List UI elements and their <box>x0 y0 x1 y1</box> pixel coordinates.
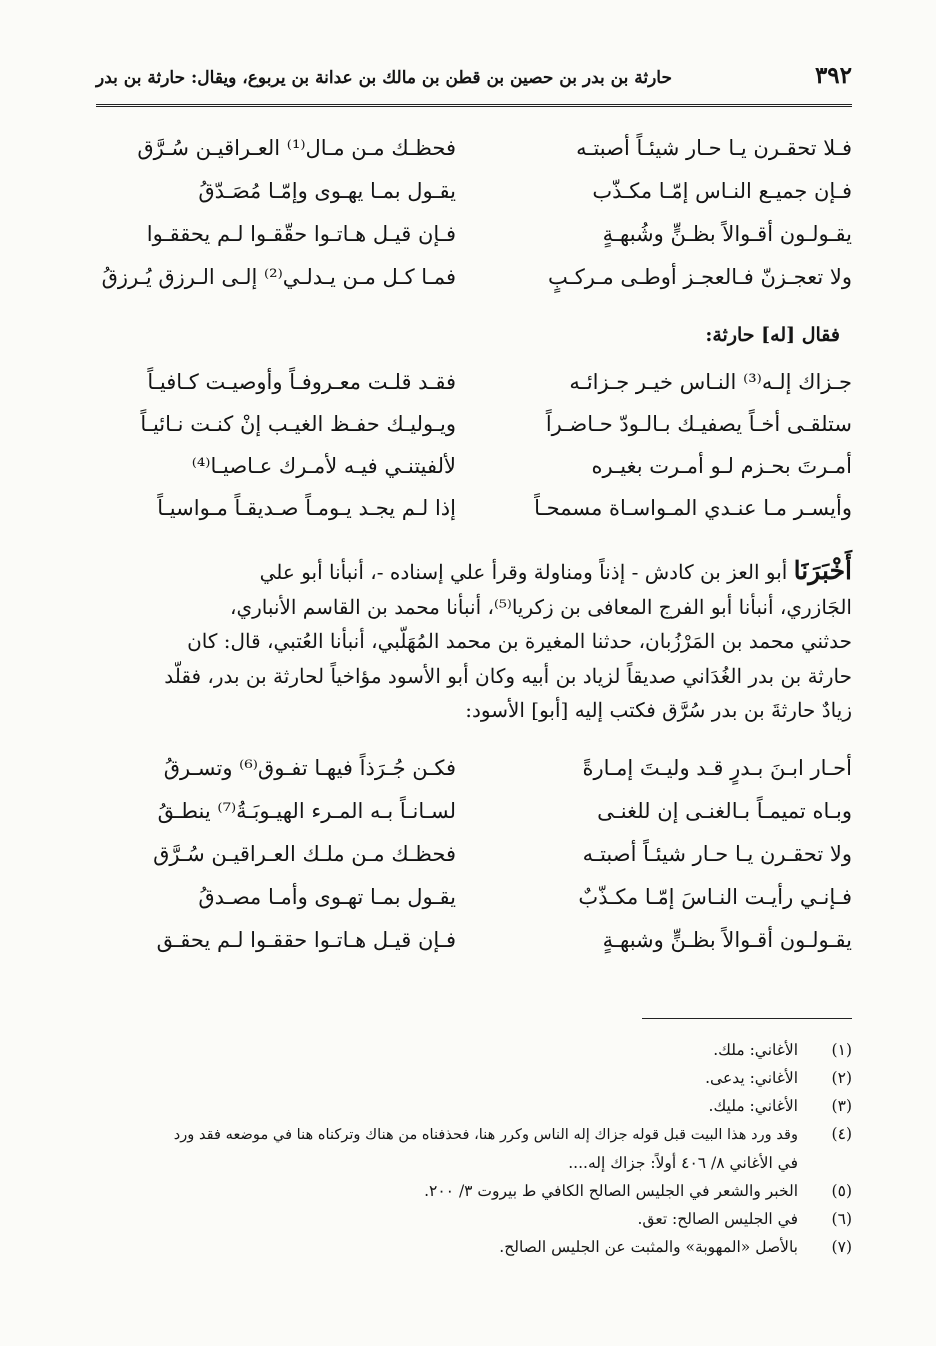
poem-3-right-1: أحـار ابـنَ بـدرٍ قـد وليـتَ إمـارةً <box>582 756 852 780</box>
footnote-text: في الجليس الصالح: تعق. <box>637 1210 798 1228</box>
footnote-number: (٦) <box>831 1210 852 1228</box>
running-title: حارثة بن بدر بن حصين بن قطن بن مالك بن عدانة بن يربوع، ويقال: حارثة بن بدر <box>96 68 672 88</box>
poem-2-right-2: ستلقـى أخـاً يصفيـك بـالـودّ حـاضـراً <box>545 412 852 436</box>
poem-2-right-1: جـزاك إلـه⁽³⁾ النـاس خيـر جـزائـه <box>569 370 852 394</box>
poem-3-right-4: فـإنـي رأيـت النـاسَ إمّـا مكـذّبٌ <box>578 885 852 909</box>
footnote-1 <box>96 1036 852 1064</box>
poem-1-right-1: فـلا تحقـرن يـا حـار شيئـاً أصبتـه <box>576 136 852 160</box>
poem-2 <box>96 364 852 544</box>
poem-2-right-3: أمـرتَ بحـزم لـو أمـرت بغيـره <box>591 454 852 478</box>
prose-line-1 <box>98 554 852 590</box>
poem-2-left-3: لألفيتنـي فيـه لأمـرك عـاصيـا⁽⁴⁾ <box>191 454 456 478</box>
page-header <box>96 56 852 107</box>
prose-line-2: الجَازري، أنبأنا أبو الفرج المعافى بن زكريا⁽⁵⁾، أنبأنا محمد بن القاسم الأنباري، <box>229 594 852 619</box>
poem-1 <box>96 130 852 310</box>
footnote-3 <box>96 1092 852 1120</box>
footnote-4 <box>96 1120 852 1149</box>
poem-3-left-2: لسـانـاً بـه المـرء الهيـوبَـةُ⁽⁷⁾ ينطـقُ <box>157 799 456 823</box>
poem-2-left-1: فقـد قلـت معـروفـاً وأوصيـت كـافيـاً <box>147 370 456 394</box>
poem-1-left-3: فـإن قيـل هـاتـوا حقّقـوا لـم يحققـوا <box>146 222 456 246</box>
footnote-divider <box>642 1018 852 1019</box>
footnotes <box>96 1036 852 1261</box>
poem-3-left-1: فكـن جُـرَذاً فيهـا تفـوق⁽⁶⁾ وتسـرقُ <box>163 756 456 780</box>
prose-paragraph <box>98 554 852 728</box>
poem-2-left-2: ويـوليـك حفـظ الغيـب إنْ كنـت نـائيـاً <box>140 412 456 436</box>
poem-3-left-5: فـإن قيـل هـاتـوا حققـوا لـم يحقـق <box>156 928 456 952</box>
lead-word: أَخْبَرَنَا <box>793 556 852 585</box>
footnote-6 <box>96 1205 852 1233</box>
poem-3-right-3: ولا تحقـرن يـا حـار شيئـاً أصبتـه <box>582 842 852 866</box>
footnote-text: بالأصل «المهوبة» والمثبت عن الجليس الصالح. <box>499 1238 798 1256</box>
footnote-number: (٧) <box>831 1238 852 1256</box>
poem-3-left-4: يقـول بمـا تهـوى وأمـا مصـدقُ <box>198 885 456 909</box>
footnote-text: الأغاني: مليك. <box>708 1097 798 1115</box>
footnote-number: (٣) <box>831 1097 852 1115</box>
poem-3-left-3: فحظـك مـن ملـك العـراقيـن سُـرَّق <box>153 842 456 866</box>
footnote-4-continuation: في الأغاني ٨/ ٤٠٦ أولاً: جزاك إله.... <box>568 1154 798 1172</box>
prose-line-3: حدثني محمد بن المَرْزُبان، حدثنا المغيرة بن محمد المُهَلّبي، أنبأنا العُتبي، قال: كان <box>187 629 852 654</box>
poem-3-right-2: وبـاه تميمـاً بـالغنـى إن للغنـى <box>597 799 852 823</box>
poem-1-left-2: يقـول بمـا يهـوى وإمّـا مُصَـدّقُ <box>198 179 456 203</box>
footnote-text: وقد ورد هذا البيت قبل قوله جزاك إله الناس وكرر هنا، فحذفناه من هناك وتركناه هنا في موضعه فقد ورد <box>173 1126 798 1143</box>
footnote-text: الأغاني: ملك. <box>713 1041 798 1059</box>
prose-line-1-text: أبو العز بن كادش - إذناً ومناولة وقرأ علي إسناده -، أنبأنا أبو علي <box>259 560 794 584</box>
poem-intro: فقال [له] حارثة: <box>705 324 840 346</box>
footnote-number: (٥) <box>831 1182 852 1200</box>
poem-1-left-1: فحظـك مـن مـال⁽¹⁾ العـراقيـن سُـرَّق <box>137 136 456 160</box>
poem-2-left-4: إذا لـم يجـد يـومـاً صـديقـاً مـواسيـاً <box>157 496 456 520</box>
poem-1-right-4: ولا تعجـزنّ فـالعجـز أوطـى مـركـبٍ <box>547 265 852 289</box>
prose-line-4: حارثة بن بدر الغُدَاني صديقاً لزياد بن أبيه وكان أبو الأسود مؤاخياً لحارثة بن بدر، فقلّد <box>164 663 852 688</box>
poem-1-right-2: فـإن جميـع النـاس إمّـا مكـذّب <box>592 179 852 203</box>
poem-2-right-4: وأيسـر مـا عنـدي المـواسـاة مسمحـاً <box>534 496 852 520</box>
footnote-text: الأغاني: يدعى. <box>705 1069 798 1087</box>
poem-3 <box>96 750 852 990</box>
footnote-number: (٢) <box>831 1069 852 1087</box>
poem-1-right-3: يقـولـون أقـوالاً بظـنٍّ وشُبهـةٍ <box>602 222 852 246</box>
poem-3-right-5: يقـولـون أقـوالاً بظـنٍّ وشبهـةٍ <box>602 928 852 952</box>
poem-1-left-4: فمـا كـل مـن يـدلـي⁽²⁾ إلـى الـرزق يُـرزقُ <box>101 265 456 289</box>
footnote-number: (٤) <box>831 1125 852 1143</box>
page-number: ٣٩٢ <box>814 62 852 89</box>
footnote-5 <box>96 1177 852 1205</box>
prose-line-5: زيادٌ حارثةَ بن بدر سُرَّق فكتب إليه [أبو] الأسود: <box>465 698 852 723</box>
footnote-number: (١) <box>831 1041 852 1059</box>
footnote-7 <box>96 1233 852 1261</box>
footnote-2 <box>96 1064 852 1092</box>
footnote-text: الخبر والشعر في الجليس الصالح الكافي ط بيروت ٣/ ٢٠٠. <box>424 1182 798 1200</box>
